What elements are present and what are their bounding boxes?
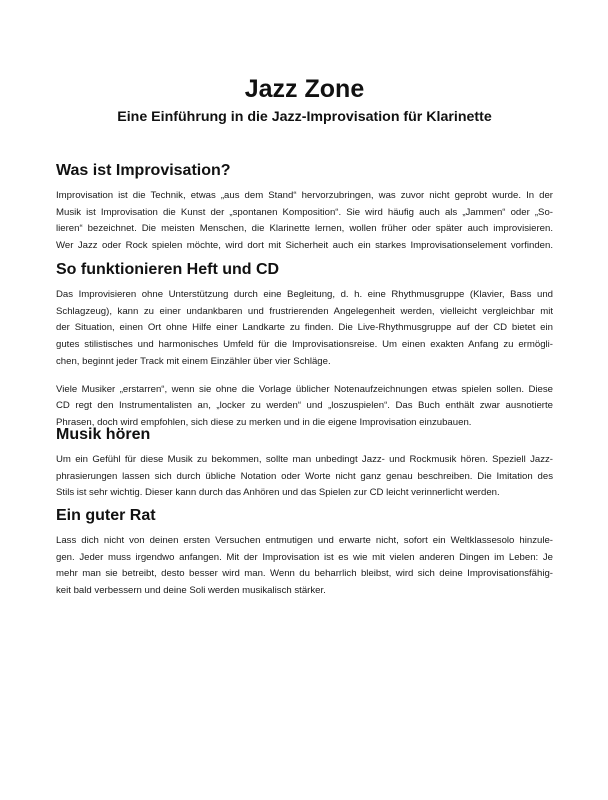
text-line: phrasierungen lassen sich durch übliche Notation oder Worte nicht ganz genau beschreiben. Die Imitation des <box>56 470 553 482</box>
section-musik-hoeren <box>56 425 553 513</box>
section-heading: Musik hören <box>56 426 151 443</box>
paragraph <box>56 452 553 502</box>
section-improvisation <box>56 161 553 266</box>
section-guter-rat <box>56 506 553 611</box>
text-line: keit bald verbessern und deine Soli werden musikalisch stärker. <box>56 585 326 597</box>
document-title: Jazz Zone <box>244 75 365 103</box>
text-line: Um ein Gefühl für diese Musik zu bekommen, sollte man unbedingt Jazz- und Rockmusik hören. Speziell Jazz- <box>56 454 553 465</box>
text-line: der Situation, einen Ort ohne Hilfe einer Landkarte zu finden. Die Live-Rhythmusgruppe auf der CD bietet ein <box>56 322 553 334</box>
section-heading: Was ist Improvisation? <box>56 162 231 179</box>
text-line: Das Improvisieren ohne Unterstützung durch eine Begleitung, d. h. eine Rhythmusgruppe (Klavier, Bass und <box>56 289 553 300</box>
document-subtitle: Eine Einführung in die Jazz-Improvisation für Klarinette <box>117 109 492 125</box>
paragraph <box>56 533 553 600</box>
text-line: lieren“ bezeichnet. Die meisten Menschen, die Klarinette lernen, wollen früher oder später auch improvisieren. <box>56 223 553 235</box>
text-line: gutes stilistisches und harmonisches Umfeld für die Improvisationsreise. Um einen exakten Anfang zu ermögli- <box>56 339 553 351</box>
text-line: Stils ist sehr wichtig. Dieser kann durch das Anhören und das Spielen zur CD leicht verinnerlicht werden. <box>56 487 500 499</box>
text-line: Wer Jazz oder Rock spielen möchte, wird dort mit Sicherheit auch ein starkes Improvisationselement vorfinden. <box>56 240 553 252</box>
text-line: CD regt den Instrumentalisten an, „locker zu werden“ und „loszuspielen“. Das Buch enthält zwar ausnotierte <box>56 400 553 412</box>
section-heading: Ein guter Rat <box>56 507 156 524</box>
paragraph <box>56 287 553 371</box>
text-line: Phrasen, doch wird empfohlen, sich diese zu merken und in die eigene Improvisation einzubauen. <box>56 416 472 428</box>
text-line: Improvisation ist die Technik, etwas „aus dem Stand“ hervorzubringen, was zuvor nicht geprobt wurde. In der <box>56 190 553 201</box>
text-line: Schlagzeug), kann zu einer undankbaren und frustrierenden Angelegenheit werden, vielleicht vergleichbar mit <box>56 305 553 317</box>
section-heft-und-cd <box>56 260 553 443</box>
text-line: gen. Jeder muss irgendwo anfangen. Mit der Improvisation ist es wie mit vielen anderen Dingen im Leben: Je <box>56 551 553 563</box>
text-line: chen, beginnt jeder Track mit einem Einzähler über vier Schläge. <box>56 355 331 367</box>
text-line: Lass dich nicht von deinen ersten Versuchen entmutigen und erwarte nicht, sofort ein Weltklassesolo hinzule- <box>56 535 553 546</box>
text-line: Viele Musiker „erstarren“, wenn sie ohne die Vorlage üblicher Notenaufzeichnungen etwas spielen sollen. Diese <box>56 383 553 395</box>
text-line: mehr man sie betreibt, desto besser wird man. Wenn du beharrlich bleibst, wird sich deine Improvisationsfähig- <box>56 568 553 580</box>
text-line: Musik ist Improvisation die Kunst der „spontanen Komposition“. Sie wird häufig auch als „Jammen“ oder „So- <box>56 206 553 218</box>
section-heading: So funktionieren Heft und CD <box>56 261 280 278</box>
paragraph <box>56 188 553 255</box>
